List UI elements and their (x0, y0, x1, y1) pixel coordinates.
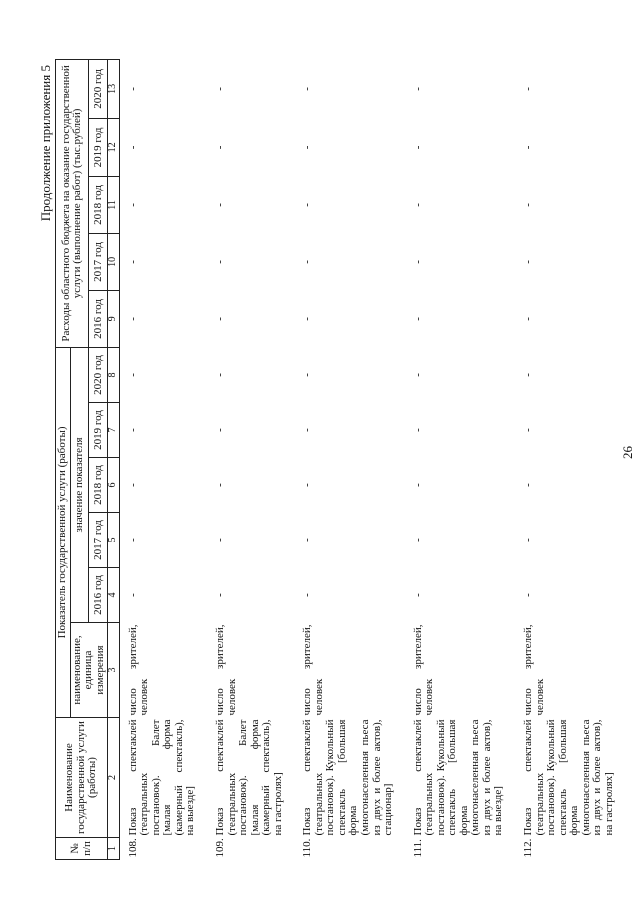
value-cell: - (301, 593, 314, 597)
continuation-note: Продолжение приложения 5 (38, 65, 53, 222)
value-cell: - (126, 87, 139, 91)
column-number: 10 (108, 233, 120, 290)
header-value-group: значение показателя (70, 347, 89, 622)
value-cell: - (301, 203, 314, 207)
value-cell: - (411, 373, 424, 377)
value-cell: - (126, 145, 139, 150)
column-number: 2 (108, 718, 120, 838)
value-cell: - (213, 483, 226, 487)
value-cell: - (522, 373, 534, 377)
header-expense-group: Расходы областного бюджета на оказание государственной услуги (выполнение работ) (тыс.рублей) (56, 59, 89, 347)
column-number: 8 (108, 347, 120, 402)
value-cell: - (213, 317, 226, 321)
header-year: 2019 год (89, 403, 108, 458)
header-year: 2017 год (89, 233, 108, 290)
row-number: 111. (411, 839, 424, 858)
column-number: 3 (108, 623, 120, 718)
value-cell: - (411, 145, 424, 150)
column-number: 6 (108, 458, 120, 513)
value-cell: - (126, 483, 139, 487)
value-cell: - (126, 317, 139, 321)
header-year: 2018 год (89, 176, 108, 233)
value-cell: - (522, 87, 534, 91)
column-number: 1 (108, 838, 120, 860)
value-cell: - (522, 428, 534, 432)
value-cell: - (522, 260, 534, 264)
table-row (515, 59, 625, 859)
header-year: 2017 год (89, 513, 108, 568)
service-name: Показ спектаклей (театральных постановок). Кукольный спектакль [большая форма (многонаселенная пьеса из двух и более актов), на выезде] (411, 719, 505, 836)
service-name: Показ спектаклей (театральных постановок). Кукольный спектакль [большая форма (многонаселенная пьеса из двух и более актов), стационар] (301, 719, 395, 836)
value-cell: - (522, 483, 534, 487)
value-cell: - (411, 593, 424, 597)
value-cell: - (301, 538, 314, 542)
value-cell: - (301, 145, 314, 150)
unit-of-measure: число зрителей, человек (301, 624, 325, 716)
value-cell: - (301, 428, 314, 432)
header-year: 2018 год (89, 458, 108, 513)
header-year: 2016 год (89, 290, 108, 347)
row-number: 108. (126, 838, 139, 858)
column-number: 4 (108, 568, 120, 623)
unit-of-measure: число зрителей, человек (411, 624, 436, 716)
service-name: Показ спектаклей (театральных постановок). Балет [малая форма (камерный спектакль), на выезде] (126, 719, 197, 836)
value-cell: - (522, 538, 534, 542)
header-unit: наименование, единица измерения (70, 623, 108, 718)
column-number: 12 (108, 118, 120, 176)
table-body (119, 59, 625, 859)
value-cell: - (411, 317, 424, 321)
unit-of-measure: число зрителей, человек (126, 624, 151, 716)
header-year: 2020 год (89, 347, 108, 402)
value-cell: - (411, 428, 424, 432)
unit-of-measure: число зрителей, человек (522, 624, 546, 716)
column-number: 13 (108, 59, 120, 118)
value-cell: - (213, 260, 226, 264)
value-cell: - (126, 203, 139, 207)
value-cell: - (301, 260, 314, 264)
value-cell: - (522, 593, 534, 597)
value-cell: - (126, 260, 139, 264)
value-cell: - (213, 373, 226, 377)
header-year: 2020 год (89, 59, 108, 118)
table-row (119, 59, 207, 859)
value-cell: - (411, 483, 424, 487)
value-cell: - (522, 203, 534, 207)
table-row (294, 59, 404, 859)
value-cell: - (213, 203, 226, 207)
row-number: 112. (522, 838, 534, 858)
page-number: 26 (620, 446, 635, 459)
service-name: Показ спектаклей (театральных постановок). Кукольный спектакль [большая форма (многонаселенная пьеса из двух и более актов), на гастролях] (522, 719, 615, 836)
value-cell: - (126, 373, 139, 377)
value-cell: - (411, 260, 424, 264)
value-cell: - (301, 483, 314, 487)
value-cell: - (411, 87, 424, 91)
value-cell: - (411, 538, 424, 542)
header-column-numbers (108, 59, 120, 859)
row-number: 110. (301, 838, 314, 858)
value-cell: - (411, 203, 424, 207)
value-cell: - (301, 317, 314, 321)
service-name: Показ спектаклей (театральных постановок). Балет [малая форма (камерный спектакль), на гастролях] (213, 719, 284, 836)
column-number: 5 (108, 513, 120, 568)
header-year: 2019 год (89, 118, 108, 176)
header-num: № п/п (56, 838, 108, 860)
header-indicator-group: Показатель государственной услуги (работы) (56, 347, 71, 717)
value-cell: - (301, 373, 314, 377)
value-cell: - (213, 593, 226, 597)
value-cell: - (213, 428, 226, 432)
value-cell: - (213, 87, 226, 91)
value-cell: - (522, 317, 534, 321)
table-header (56, 59, 120, 859)
value-cell: - (213, 538, 226, 542)
column-number: 11 (108, 176, 120, 233)
header-service-name: Наименование государственной услуги (работы) (56, 718, 108, 838)
table-row (405, 59, 515, 859)
row-number: 109. (213, 838, 226, 858)
value-cell: - (301, 87, 314, 91)
services-table (55, 59, 625, 860)
value-cell: - (126, 593, 139, 597)
column-number: 9 (108, 290, 120, 347)
header-year: 2016 год (89, 568, 108, 623)
column-number: 7 (108, 403, 120, 458)
value-cell: - (522, 145, 534, 150)
value-cell: - (126, 428, 139, 432)
table-row (207, 59, 294, 859)
value-cell: - (213, 145, 226, 150)
unit-of-measure: число зрителей, человек (213, 624, 238, 716)
value-cell: - (126, 538, 139, 542)
